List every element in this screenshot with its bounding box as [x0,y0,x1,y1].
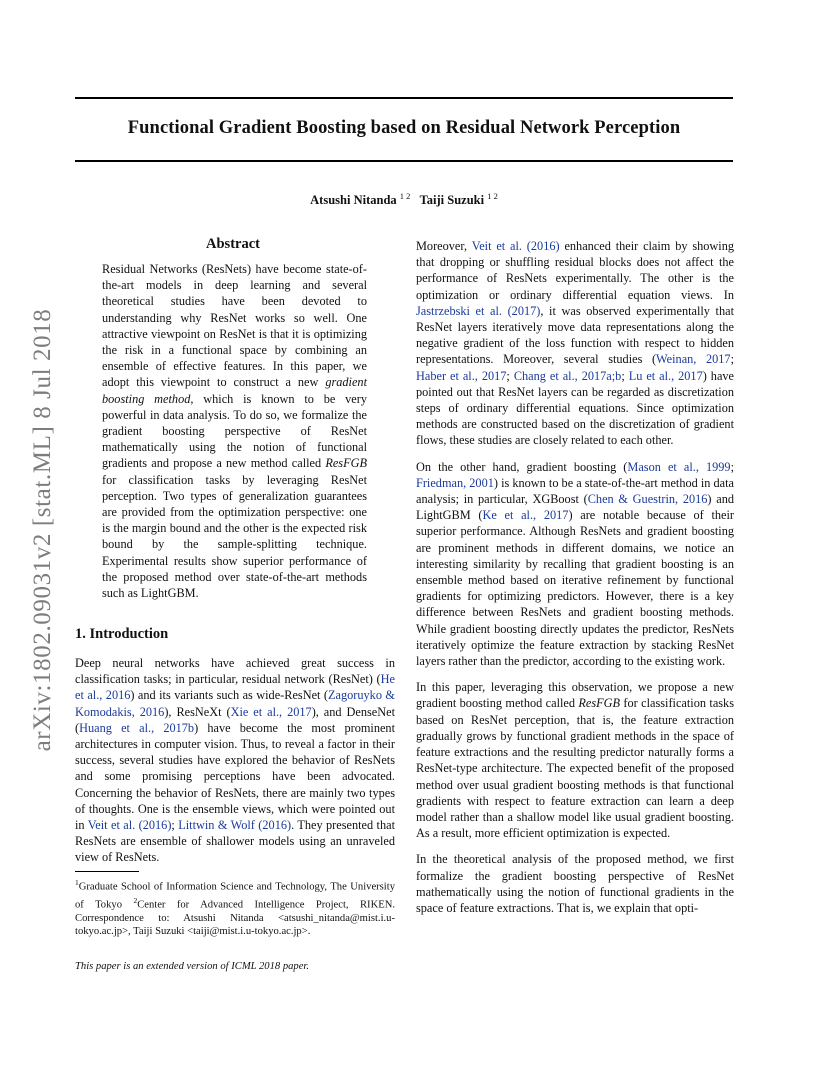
author-name: Taiji Suzuki [419,193,485,208]
title-top-rule [75,97,733,99]
citation-link[interactable]: Chang et al., 2017a;b [513,368,622,383]
emphasis: gradient boosting method [102,375,367,406]
author-affiliation: 1 2 [399,191,411,201]
citation-link[interactable]: Veit et al. (2016) [471,239,560,253]
method-name: ResFGB [325,456,367,471]
footnote-rule [75,871,139,872]
citation-link[interactable]: Haber et al., 2017 [416,368,507,383]
title-bottom-rule [75,160,733,162]
paragraph: Deep neural networks have achieved great success in classification tasks; in particular, residual network (ResNet) (He et al., 2016) and its variants such as wide-ResNet (Zagoruyko & Komodakis, 2016), ResNeXt (Xie et al., 2017), and DenseNet (Huang et al., 2017b) have become the most prominent architectures in computer vision. Thus, to reveal a factor in their success, several studies have explored the behavior of ResNets and some promising perceptions have been advocated. Concerning the behavior of ResNets, there are mainly two types of thoughts. One is the ensemble views, which were pointed out in Veit et al. (2016); Littwin & Wolf (2016). They presented that ResNets are ensemble of shallower models using an unraveled view of ResNets. [75,656,395,865]
author-affiliation: 1 2 [487,191,498,201]
paragraph: On the other hand, gradient boosting (Mason et al., 1999; Friedman, 2001) is known to be a state-of-the-art method in data analysis; in particular, XGBoost (Chen & Guestrin, 2016) and LightGBM (Ke et al., 2017) are notable because of their superior performance. Although ResNets and gradient boosting are prominent methods in different domains, we notice an interesting similarity by recalling that gradient boosting is an ensemble method based on iterative refinement by functional gradients for optimizing predictors. However, there is a key difference between ResNets and gradient boosting methods. While gradient boosting directly updates the predictor, ResNets iteratively optimize the feature extraction by stacking ResNet layers rather than the predictor, according to the existing work. [416,459,735,669]
section-heading: 1. Introduction [75,626,169,642]
citation-link[interactable]: Veit et al. (2016) [87,818,172,833]
footnote: $^1$Graduate School of Information Science and Technology, The University of Tokyo $^2$Center for Advanced Intelligence Project, RIKEN. Correspondence to: Atsushi Nitanda <atsushi_nitanda@mist.i.u-tokyo.ac.jp>, Taiji Suzuki <taiji@mist.i.u-tokyo.ac.jp>. [75,878,395,938]
citation-link[interactable]: Zagoruyko & Komodakis, 2016 [75,688,395,719]
paragraph: In the theoretical analysis of the proposed method, we first formalize the gradient boosting perspective of ResNet mathematically using the notion of functional gradients in the space of feature extractions. That is, we explain that opti- [416,852,734,915]
citation-link[interactable]: Weinan, 2017 [656,352,731,367]
paper-title: Functional Gradient Boosting based on Residual Network Perception [127,118,681,138]
abstract-heading: Abstract [206,236,260,252]
citation-link[interactable]: Jastrzebski et al. (2017) [416,303,541,318]
paragraph: In this paper, leveraging this observation, we propose a new gradient boosting method called ResFGB for classification tasks based on ResNet perception, that is, the feature extraction gradually grows by functional gradient methods in the space of feature extractions and the resulting predictor naturally forms a ResNet-type architecture. The expected benefit of the proposed method over usual gradient boosting methods is that functional gradients with respect to feature extraction can learn a deep model rather than a shallow model like usual gradient boosting. As a result, more efficient optimization is expected. [416,680,734,841]
abstract-text: Residual Networks (ResNets) have become state-of-the-art models in deep learning and several theoretical studies have been devoted to understanding why ResNet works so well. One attractive viewpoint on ResNet is that it is optimizing the risk in a functional space by combining an ensemble of effective features. In this paper, we adopt this viewpoint to construct a new gradient boosting method, which is known to be very powerful in data analysis. To do so, we formalize the gradient boosting perspective of ResNet mathematically using the notion of functional gradients and propose a new method called ResFGB for classification tasks by leveraging ResNet perception. Two types of generalization guarantees are provided from the optimization perspective: one is the margin bound and the other is the expected risk bound by the sample-splitting technique. Experimental results show superior performance of the proposed method over state-of-the-art methods such as LightGBM. [102,262,367,601]
paragraph: Moreover, Veit et al. (2016) enhanced their claim by showing that dropping or shuffling residual blocks does not affect the performance of ResNets experimentally. The other is the optimization or ordinary differential equation views. In Jastrzebski et al. (2017), it was observed experimentally that ResNet layers iteratively move data representations along the negative gradient of the loss function with respect to hidden representations. Moreover, several studies (Weinan, 2017; Haber et al., 2017; Chang et al., 2017a;b; Lu et al., 2017) have pointed out that ResNet layers can be regarded as discretization steps of ordinary differential equations. Since optimization methods are constructed based on the discretization of gradient flows, these studies are closely related to each other. [416,239,735,448]
citation-link[interactable]: Mason et al., 1999 [627,459,731,474]
citation-link[interactable]: Lu et al., 2017 [628,368,703,383]
method-name: ResFGB [578,696,621,711]
author-name: Atsushi Nitanda [310,193,397,208]
version-note: This paper is an extended version of ICML 2018 paper. [75,961,310,972]
citation-link[interactable]: Ke et al., 2017 [482,508,569,523]
citation-link[interactable]: Huang et al., 2017b [79,720,195,735]
intro-left-column [75,655,395,876]
citation-link[interactable]: Littwin & Wolf (2016) [178,818,292,833]
citation-link[interactable]: Chen & Guestrin, 2016 [587,492,708,507]
citation-link[interactable]: Xie et al., 2017 [230,704,312,719]
citation-link[interactable]: He et al., 2016 [75,672,395,703]
author-line [75,191,733,208]
citation-link[interactable]: Friedman, 2001 [416,475,494,490]
intro-right-column [416,238,734,926]
arxiv-identifier: arXiv:1802.09031v2 [stat.ML] 8 Jul 2018 [29,308,56,752]
